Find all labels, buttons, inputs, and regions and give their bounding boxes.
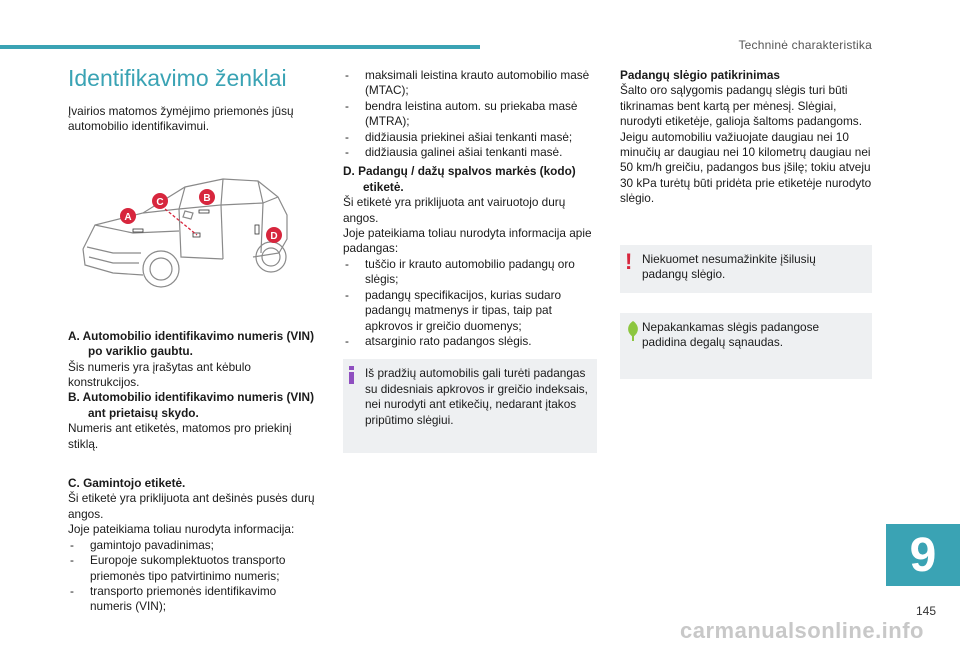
eco-note-box [620, 313, 872, 379]
manufacturer-label-text: Ši etiketė yra priklijuota ant dešinės pusės durų angos. [68, 491, 315, 521]
tyre-pressure-text: Šalto oro sąlygomis padangų slėgis turi būti tikrinamas bent kartą per mėnesį. Slėgiai, nurodyti etiketėje, galioja šaltoms padangoms. Jeigu automobiliu važiuojate daugiau nei 10 minučių ar daugiau nei 10 kilometrų daugiau nei 50 km/h greičiu, padangos bus įšilę; tokiu atveju 30 kPa turėtų būti pridėta prie etiketėje nurodyto slėgio. [620, 83, 872, 206]
warning-icon: ! [625, 248, 633, 274]
label-b: B [203, 192, 211, 204]
watermark: carmanualsonline.info [680, 618, 924, 643]
list-item: - tuščio ir krauto automobilio padangų oro slėgis; [343, 257, 601, 288]
warning-note-box [620, 245, 872, 293]
vin-dashboard-text: Numeris ant etiketės, matomos pro priekinį stiklą. [68, 421, 292, 451]
leaf-icon [625, 320, 641, 342]
intro-text: Įvairios matomos žymėjimo priemonės jūsų automobilio identifikavimui. [68, 104, 294, 134]
list-item: - bendra leistina autom. su priekaba masė (MTRA); [343, 99, 601, 130]
label-a: A [124, 211, 132, 223]
column-1 [68, 60, 318, 615]
vin-dashboard-heading: B. Automobilio identifikavimo numeris (VIN) ant prietaisų skydo. [68, 390, 315, 420]
vin-engine-heading: A. Automobilio identifikavimo numeris (VIN) po variklio gaubtu. [68, 328, 315, 359]
mass-list [343, 68, 601, 160]
label-c: C [156, 196, 164, 208]
list-item: - didžiausia galinei ašiai tenkanti masė. [343, 145, 601, 160]
info-note-box [343, 359, 597, 453]
page-title: Identifikavimo ženklai [68, 65, 287, 91]
info-icon [348, 366, 355, 384]
page-number: 145 [916, 604, 937, 618]
list-item: - transporto priemonės identifikavimo numeris (VIN); [68, 584, 318, 615]
list-item: - padangų specifikacijos, kurias sudaro padangų matmenys ir tipas, taip pat apkrovos ir greičio duomenys; [343, 288, 601, 334]
tyre-label-info: Joje pateikiama toliau nurodyta informacija apie padangas: [343, 226, 592, 256]
column-2 [343, 68, 601, 453]
tyre-label-heading: D. Padangų / dažų spalvos markės (kodo) etiketė. [343, 164, 576, 194]
tyre-pressure-heading: Padangų slėgio patikrinimas [620, 68, 780, 82]
list-item: - didžiausia priekinei ašiai tenkanti masė; [343, 130, 601, 145]
section-title: Techninė charakteristika [738, 38, 872, 52]
header-accent-bar [0, 45, 480, 49]
car-identification-illustration [73, 157, 303, 307]
list-item: - atsarginio rato padangos slėgis. [343, 334, 601, 349]
eco-note-text: Nepakankamas slėgis padangose padidina degalų sąnaudas. [642, 319, 820, 350]
manufacturer-label-heading: C. Gamintojo etiketė. [68, 476, 186, 491]
chapter-tab: 9 [886, 524, 960, 586]
tyre-info-list [343, 257, 601, 349]
manufacturer-label-info: Joje pateikiama toliau nurodyta informacija: [68, 522, 295, 537]
manufacturer-info-list [68, 538, 318, 615]
list-item: - Europoje sukomplektuotos transporto priemonės tipo patvirtinimo numeris; [68, 553, 318, 584]
column-3 [620, 68, 876, 379]
list-item: - maksimali leistina krauto automobilio masė (MTAC); [343, 68, 601, 99]
list-item: - gamintojo pavadinimas; [68, 538, 318, 553]
label-d: D [270, 230, 278, 242]
tyre-label-text: Ši etiketė yra priklijuota ant vairuotojo durų angos. [343, 195, 566, 225]
warning-note-text: Niekuomet nesumažinkite įšilusių padangų slėgio. [642, 251, 816, 282]
vin-engine-text: Šis numeris yra įrašytas ant kėbulo konstrukcijos. [68, 359, 251, 390]
info-note-text: Iš pradžių automobilis gali turėti padangas su didesniais apkrovos ir greičio indeksais, nei nurodyti ant etikečių, nedarant įtakos pripūtimo slėgiui. [365, 366, 588, 427]
